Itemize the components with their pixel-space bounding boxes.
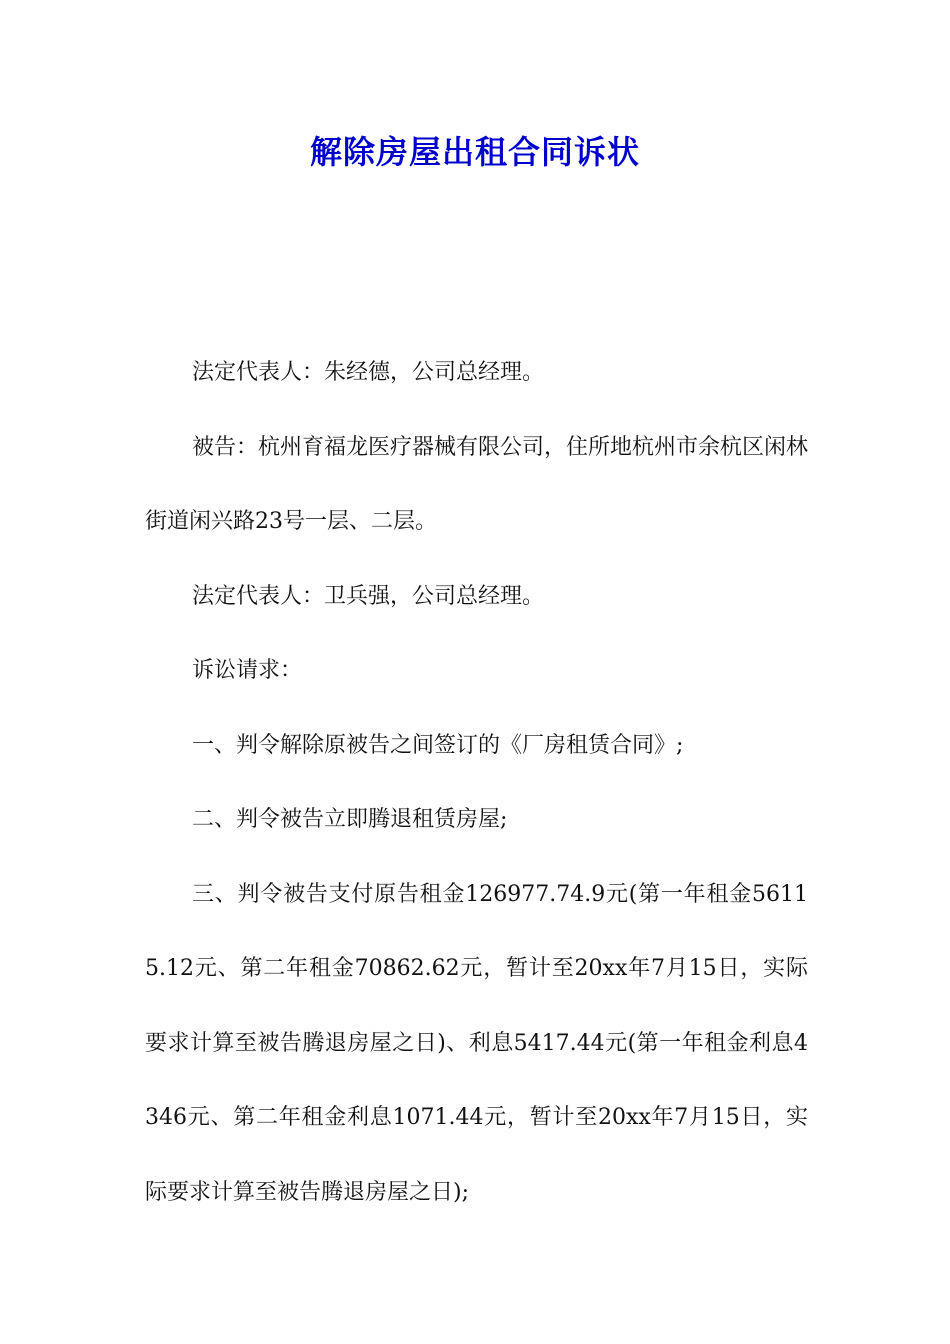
paragraph-legal-representative-defendant: 法定代表人：卫兵强，公司总经理。	[192, 583, 545, 609]
paragraph-claim-2: 二、判令被告立即腾退租赁房屋;	[192, 807, 508, 832]
document-title: 解除房屋出租合同诉状	[309, 133, 640, 171]
paragraph-legal-representative-plaintiff: 法定代表人：朱经德，公司总经理。	[192, 360, 545, 385]
paragraph-claims-heading: 诉讼请求：	[192, 658, 303, 683]
paragraph-defendant: 被告：杭州育福龙医疗器械有限公司，住所地杭州市余杭区闲林街道闲兴路23号一层、二层。	[145, 434, 809, 534]
document-body	[145, 336, 808, 1230]
paragraph-claim-1: 一、判令解除原被告之间签订的《厂房租赁合同》;	[192, 732, 684, 758]
paragraph-claim-3: 三、判令被告支付原告租金126977.74.9元(第一年租金56115.12元、第二年租金70862.62元，暂计至20xx年7月15日，实际要求计算至被告腾退房屋之日)、利息5417.44元(第一年租金利息4346元、第二年租金利息1071.44元，暂计至20xx年7月15日，实际要求计算至被告腾退房屋之日);	[145, 881, 808, 1205]
